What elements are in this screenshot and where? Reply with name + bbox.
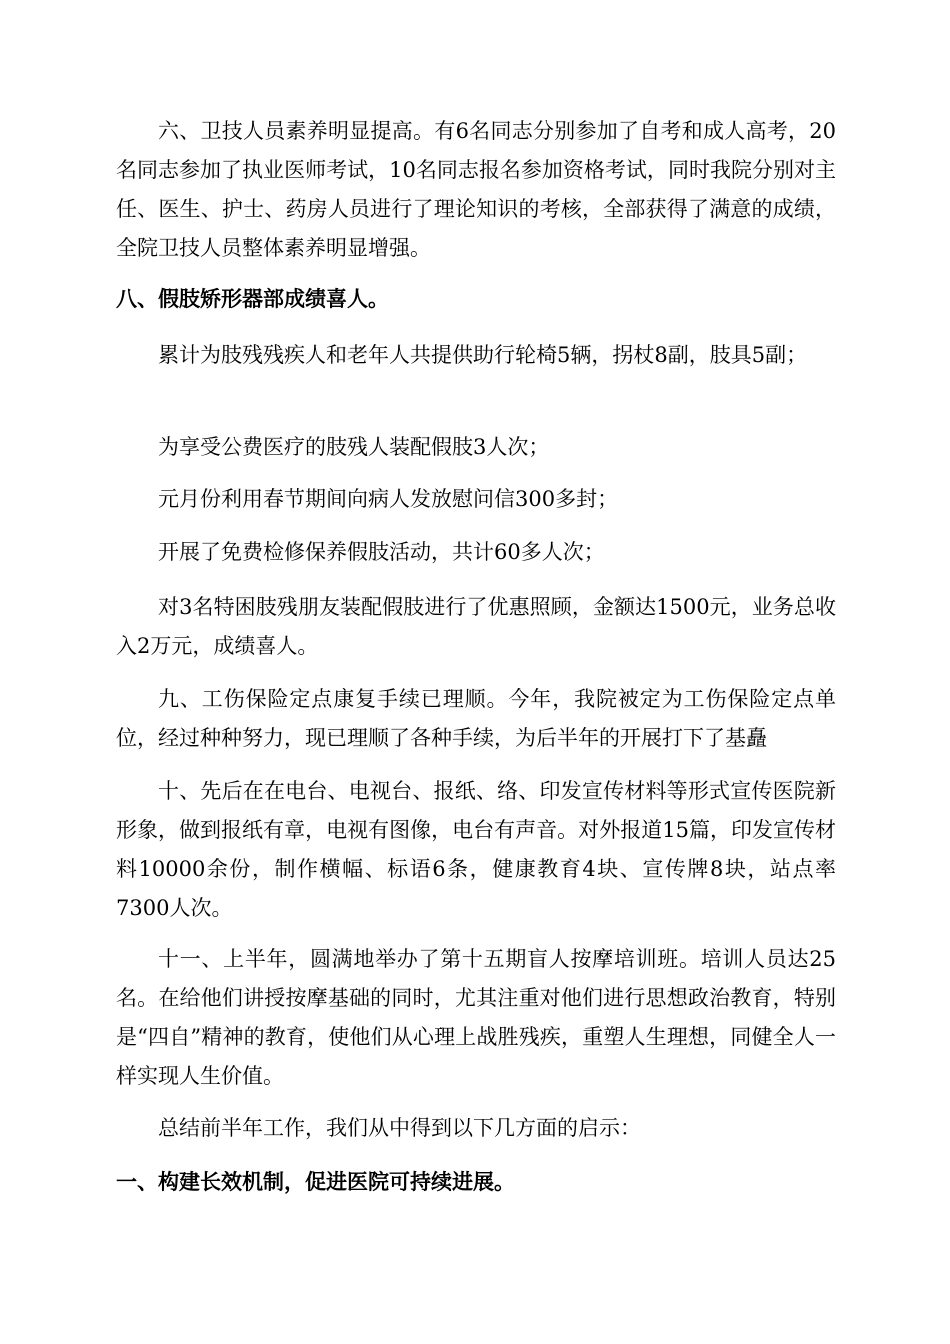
paragraph-free-maintenance: 开展了免费检修保养假肢活动，共计60多人次； [158, 540, 605, 564]
paragraph-wheelchairs-provided: 累计为肢残残疾人和老年人共提供助行轮椅5辆，拐杖8副，肢具5副； [158, 343, 808, 367]
paragraph-summary-intro: 总结前半年工作，我们从中得到以下几方面的启示： [158, 1116, 641, 1140]
paragraph-injury-insurance: 九、工伤保险定点康复手续已理顺。今年，我院被定为工伤保险定点单位，经过种种努力，现已理顺了各种手续，为后半年的开展打下了基矗 [116, 687, 836, 750]
heading-prosthetics-department: 八、假肢矫形器部成绩喜人。 [116, 287, 389, 311]
paragraph-preferential-care: 对3名特困肢残朋友装配假肢进行了优惠照顾，金额达1500元，业务总收入2万元，成绩喜人。 [116, 595, 836, 658]
heading-long-term-mechanism: 一、构建长效机制，促进医院可持续进展。 [116, 1170, 515, 1194]
paragraph-staff-quality: 六、卫技人员素养明显提高。有6名同志分别参加了自考和成人高考，20名同志参加了执业医师考试，10名同志报名参加资格考试，同时我院分别对主任、医生、护士、药房人员进行了理论知识的考核，全部获得了满意的成绩，全院卫技人员整体素养明显增强。 [116, 119, 836, 260]
paragraph-massage-training: 十一、上半年，圆满地举办了第十五期盲人按摩培训班。培训人员达25名。在给他们讲授按摩基础的同时，尤其注重对他们进行思想政治教育，特别是“四自”精神的教育，使他们从心理上战胜残疾，重塑人生理想，同健全人一样实现人生价值。 [116, 947, 836, 1088]
paragraph-condolence-letters: 元月份利用春节期间向病人发放慰问信300多封； [158, 487, 619, 511]
paragraph-publicity: 十、先后在在电台、电视台、报纸、络、印发宣传材料等形式宣传医院新形象，做到报纸有章，电视有图像，电台有声音。对外报道15篇，印发宣传材料10000余份，制作横幅、标语6条，健康教育4块、宣传牌8块，站点率7300人次。 [116, 779, 836, 920]
paragraph-prosthetic-fitting: 为享受公费医疗的肢残人装配假肢3人次； [158, 435, 550, 459]
